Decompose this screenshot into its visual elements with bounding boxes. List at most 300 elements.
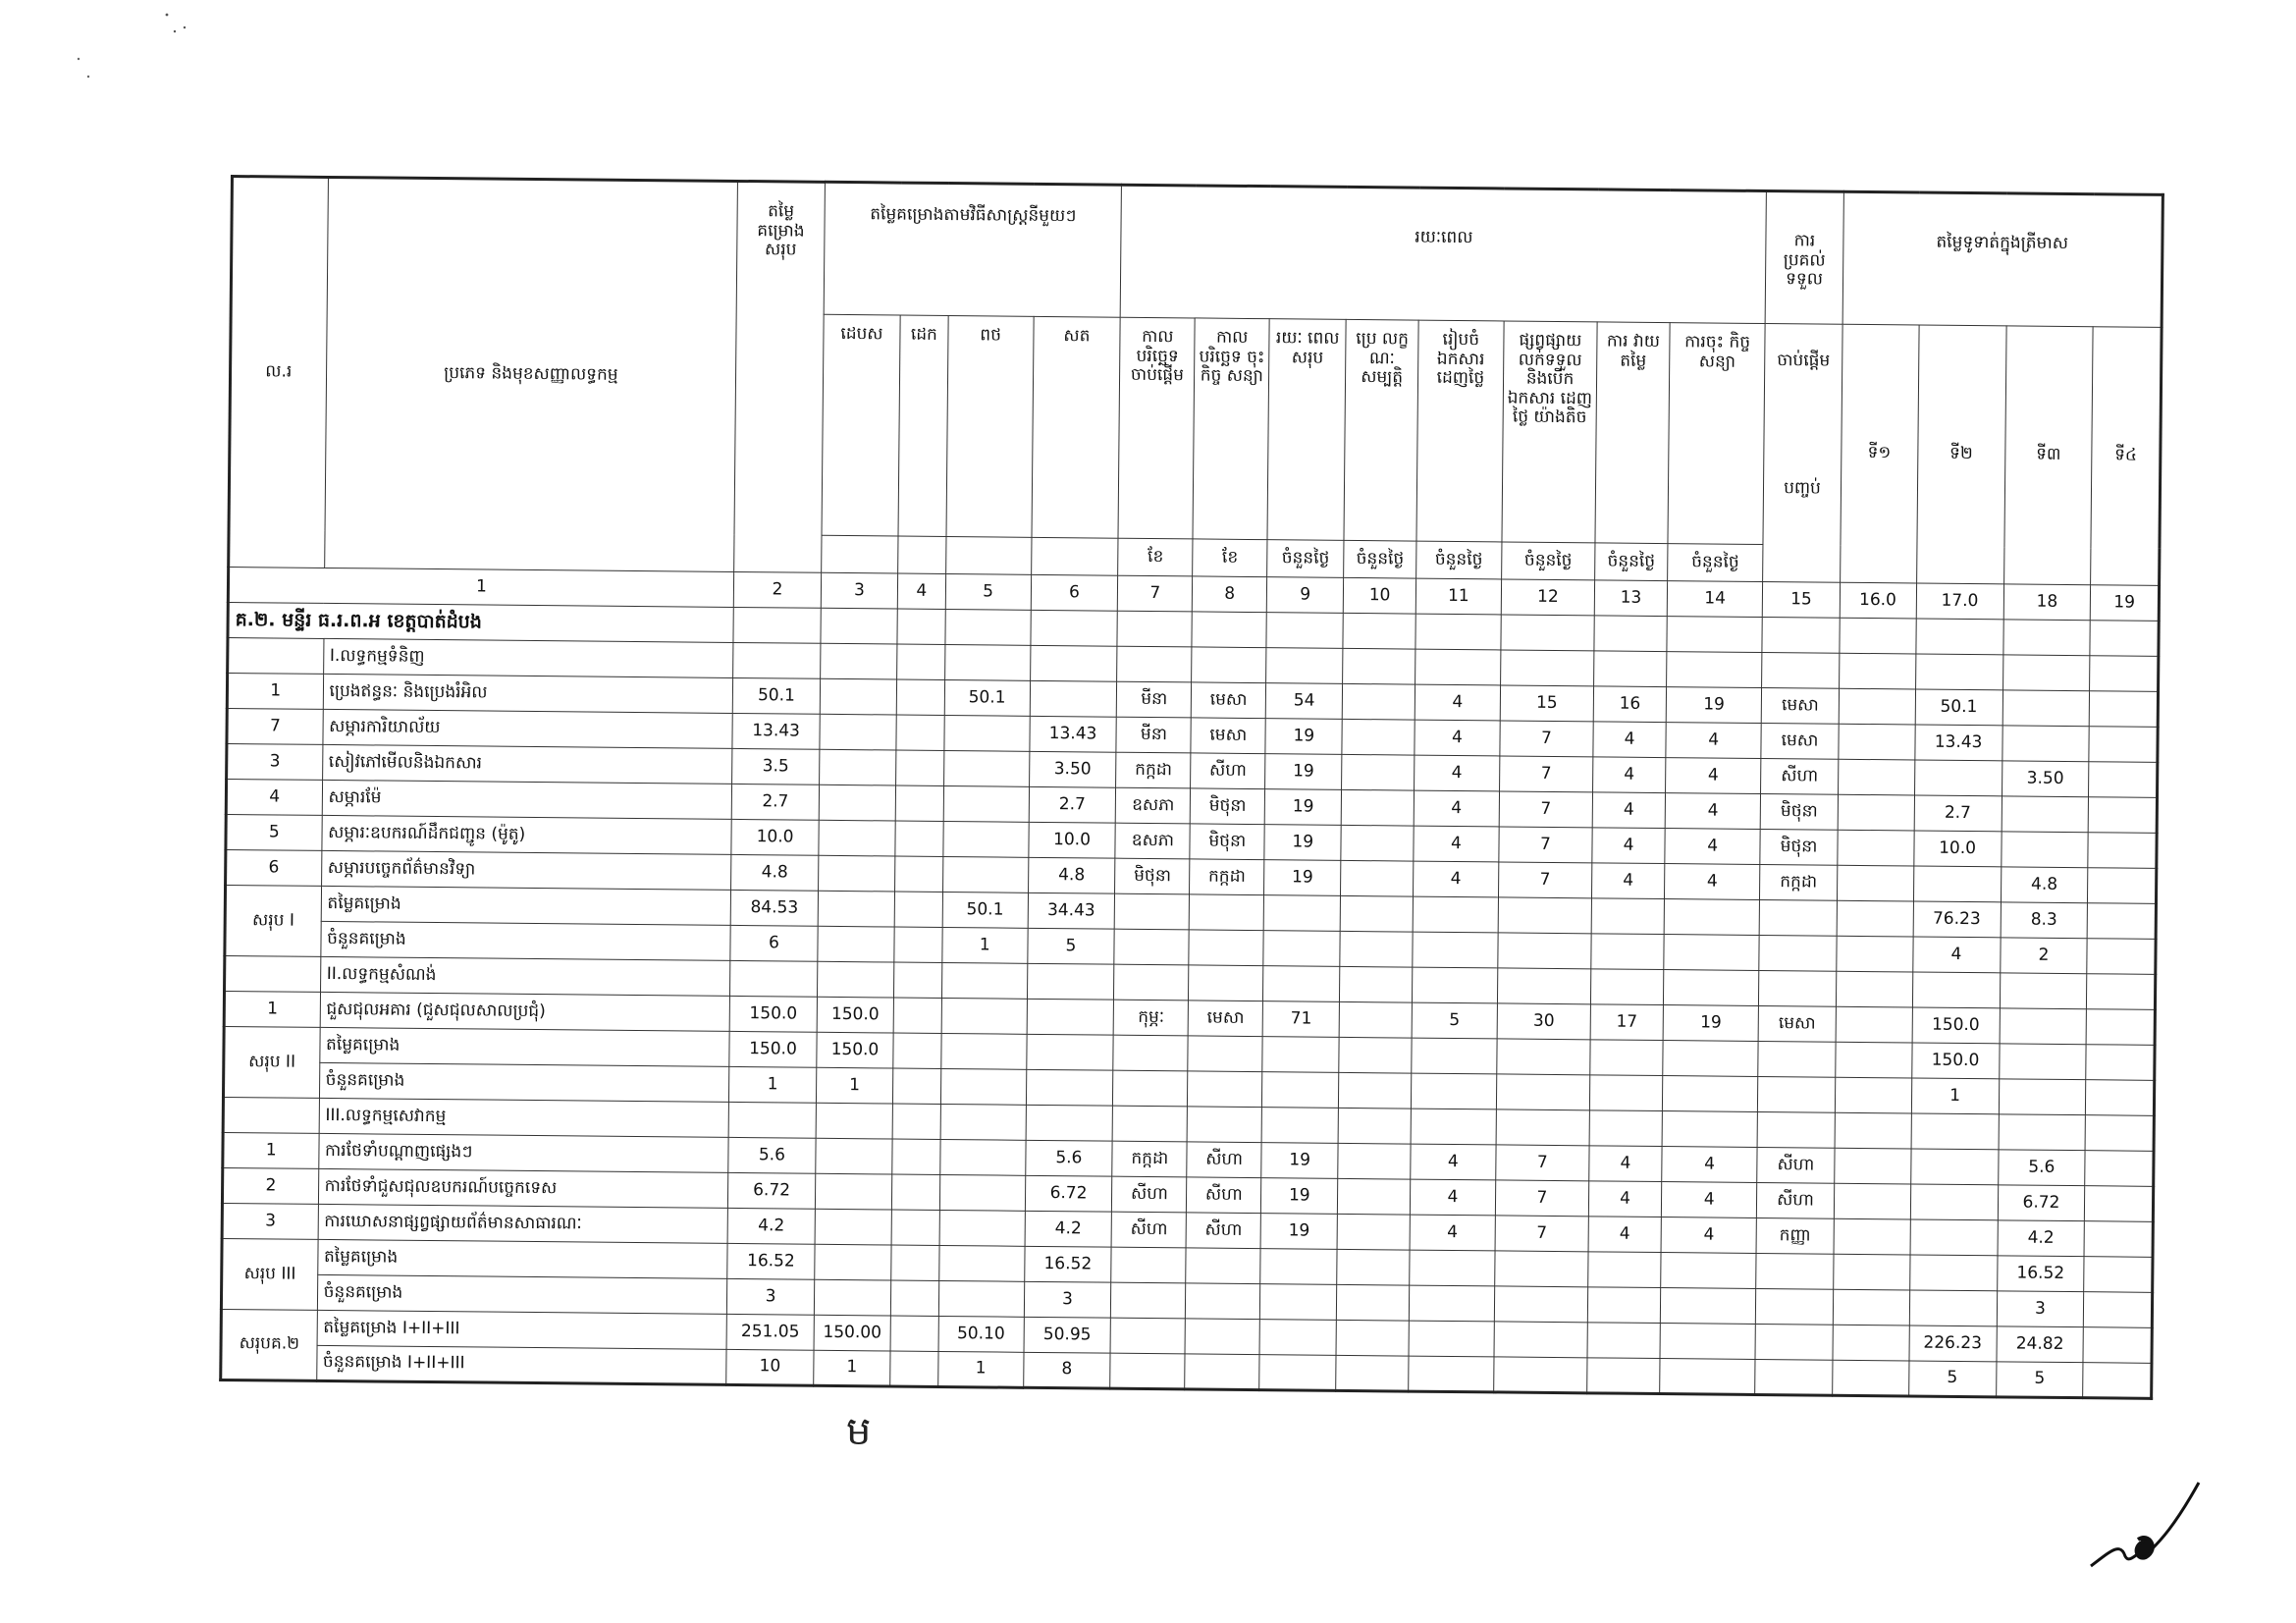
table-cell: 4	[1661, 1182, 1757, 1218]
table-cell: 4	[1666, 723, 1762, 759]
table-cell: កក្កដា	[1112, 1141, 1187, 1177]
table-cell	[820, 714, 896, 750]
subtotal-value: 34.43	[1028, 893, 1115, 929]
table-cell	[895, 856, 943, 892]
table-cell	[1189, 894, 1263, 931]
table-cell: មេសា	[1759, 1005, 1836, 1042]
table-cell	[1413, 896, 1498, 933]
column-number: 8	[1193, 576, 1267, 613]
table-cell: សីហា	[1187, 1142, 1261, 1178]
table-cell: កក្កដា	[1116, 752, 1191, 788]
table-cell	[1660, 1288, 1756, 1325]
subtotal-value	[941, 1033, 1027, 1069]
table-cell: សម្ភារៈឧបករណ៍ដឹកជញ្ជូន (ម៉ូតូ)	[321, 815, 731, 854]
table-cell	[2084, 1221, 2153, 1258]
table-cell: មិថុនា	[1115, 858, 1190, 894]
table-cell	[1500, 650, 1594, 686]
table-cell	[1913, 866, 2001, 902]
table-cell	[1663, 1041, 1759, 1077]
table-cell: 13.43	[732, 713, 820, 749]
table-cell: 13.43	[1914, 725, 2002, 761]
subtotal-value	[893, 1033, 941, 1068]
table-cell: 4	[1415, 720, 1500, 756]
table-cell	[1185, 1319, 1259, 1355]
table-cell: 4.8	[2001, 867, 2088, 903]
table-cell: 19	[1261, 1178, 1338, 1215]
table-cell: ការថែទាំបណ្តាញផ្សេងៗ	[318, 1133, 728, 1172]
column-number: 13	[1594, 580, 1667, 617]
table-cell: 7	[227, 708, 323, 744]
table-cell: 5	[1412, 1002, 1497, 1039]
header-duration: ការចុះ កិច្ចសន្យា	[1668, 323, 1766, 545]
table-cell	[1338, 1108, 1411, 1144]
table-cell	[1662, 1076, 1758, 1112]
table-cell: 4	[1664, 864, 1760, 900]
table-cell: សីហា	[1757, 1147, 1834, 1183]
table-cell: 4	[1415, 684, 1500, 721]
subtotal-count-label: ចំនួនគម្រោង	[317, 1274, 727, 1314]
table-cell	[1026, 1105, 1113, 1141]
table-cell: ការថែទាំជួសជុលឧបករណ៍បច្ចេកទេស	[318, 1168, 728, 1208]
table-cell	[1111, 1282, 1186, 1319]
table-cell	[1910, 1149, 1998, 1185]
quarter-count	[1909, 1290, 1997, 1326]
table-cell: សម្ភារបច្ចេកព័ត៌មានវិទ្យា	[321, 850, 731, 890]
quarter-count: 5	[1908, 1361, 1996, 1397]
services-rows	[222, 1097, 2154, 1257]
table-cell	[1755, 1359, 1832, 1395]
table-cell	[1260, 1284, 1337, 1321]
table-cell	[1113, 1106, 1188, 1142]
table-cell	[1915, 654, 2002, 690]
quarter-value: 226.23	[1909, 1325, 1997, 1362]
header-receive-start: ចាប់ផ្តើម	[1777, 351, 1831, 371]
table-cell: 4	[1593, 722, 1666, 758]
table-cell	[1336, 1355, 1409, 1391]
table-cell	[1113, 1070, 1188, 1107]
table-cell: 2.7	[1029, 786, 1116, 823]
table-cell: 7	[1499, 827, 1593, 863]
table-cell	[1755, 1324, 1832, 1360]
table-cell	[2090, 691, 2159, 728]
table-cell	[1759, 970, 1836, 1006]
table-cell: 4	[1665, 758, 1761, 794]
column-number: 15	[1763, 582, 1840, 619]
table-cell: 6.72	[1025, 1175, 1112, 1212]
table-cell	[1339, 1072, 1412, 1109]
quarter-value	[2088, 903, 2157, 940]
quarter-value	[2086, 1045, 2155, 1081]
table-cell	[816, 1103, 892, 1139]
table-cell: 15	[1500, 685, 1594, 722]
table-cell	[1661, 1253, 1757, 1289]
table-cell	[1341, 860, 1414, 896]
table-cell	[1591, 898, 1664, 935]
table-cell	[1340, 966, 1413, 1002]
table-cell	[1259, 1320, 1336, 1356]
table-cell	[1110, 1318, 1185, 1354]
table-cell	[1758, 1076, 1835, 1112]
column-number: 3	[821, 572, 897, 609]
header-no: ល.រ	[229, 177, 328, 568]
table-cell	[816, 1138, 892, 1174]
table-cell	[1591, 969, 1664, 1005]
table-cell: ប្រេងឥន្ធនៈ និងប្រេងរំអិល	[323, 674, 733, 713]
subtotal-value-label: តម្លៃគម្រោង I+II+III	[317, 1310, 727, 1349]
header-source-group: តម្លៃគម្រោងតាមវិធីសាស្រ្តនីមួយៗ	[824, 182, 1122, 317]
table-cell	[1498, 897, 1592, 934]
table-cell	[1262, 1037, 1339, 1073]
table-cell	[1415, 649, 1501, 685]
table-cell	[815, 1209, 891, 1245]
table-cell	[1342, 754, 1415, 790]
table-cell	[2002, 690, 2090, 727]
table-cell	[1834, 1183, 1910, 1219]
table-cell: មេសា	[1762, 687, 1839, 724]
subtotal-value	[939, 1245, 1025, 1281]
subtotal-count: 1	[942, 927, 1028, 963]
table-cell	[1027, 999, 1114, 1035]
table-cell: 150.0	[729, 996, 817, 1032]
table-cell: ឧសភា	[1115, 823, 1190, 859]
table-cell	[1341, 789, 1414, 826]
table-cell	[1413, 932, 1498, 968]
column-number: 10	[1344, 577, 1416, 614]
subtotal-count	[940, 1068, 1026, 1105]
subtotal-count	[1026, 1069, 1113, 1106]
unit-label: ចំនួនថ្ងៃ	[1668, 544, 1764, 582]
table-cell	[818, 855, 894, 892]
quarter-count	[1832, 1360, 1908, 1396]
signature-mark	[2081, 1473, 2218, 1581]
table-cell	[1496, 1074, 1590, 1110]
table-cell: 4.2	[727, 1208, 815, 1244]
table-cell: 1	[224, 991, 320, 1027]
subtotal-value: 50.10	[938, 1316, 1024, 1352]
table-cell	[944, 645, 1030, 681]
table-cell: 54	[1265, 683, 1342, 720]
column-number: 4	[897, 573, 945, 609]
table-cell: 10.0	[731, 819, 819, 855]
table-cell	[1338, 1143, 1411, 1179]
table-cell	[1188, 1071, 1262, 1108]
table-cell	[1110, 1353, 1185, 1389]
table-cell	[1912, 972, 2000, 1008]
table-cell	[2088, 833, 2157, 869]
subtotal-value	[1026, 1034, 1113, 1070]
quarter-count	[1999, 1079, 2086, 1115]
table-cell: 7	[1495, 1216, 1589, 1252]
header-duration: រៀបចំ ឯកសារ ដេញថ្លៃ	[1416, 320, 1504, 542]
table-cell	[2002, 726, 2089, 762]
table-cell	[1186, 1283, 1260, 1320]
table-cell	[1111, 1247, 1186, 1283]
table-cell	[1664, 899, 1760, 936]
column-number: 17.0	[1916, 583, 2003, 620]
table-cell	[896, 715, 944, 750]
table-cell	[1494, 1286, 1588, 1323]
table-cell	[1838, 794, 1914, 831]
column-number: 19	[2091, 585, 2160, 622]
goods-rows	[226, 637, 2159, 903]
table-cell	[1498, 933, 1592, 969]
table-cell: មេសា	[1761, 723, 1838, 759]
unit-label: ចំនួនថ្ងៃ	[1595, 543, 1668, 581]
table-cell	[1266, 648, 1343, 684]
table-cell: ការឃោសនាផ្សព្វផ្សាយព័ត៌មានសាធារណៈ	[318, 1204, 728, 1243]
table-cell	[228, 637, 324, 674]
column-number: 9	[1266, 577, 1343, 614]
table-cell	[1836, 1006, 1912, 1043]
table-cell: 7	[1499, 791, 1593, 828]
table-cell: សីហា	[1761, 758, 1838, 794]
table-cell	[1337, 1249, 1410, 1285]
table-cell	[821, 643, 897, 679]
column-number: 14	[1667, 581, 1763, 618]
header-total-estimate: តម្លៃ គម្រោង សរុប	[734, 181, 826, 572]
column-number: 1	[228, 567, 733, 607]
table-cell: 7	[1498, 862, 1592, 898]
table-cell: សីហា	[1112, 1176, 1187, 1213]
header-duration-group: រយៈពេល	[1121, 185, 1767, 323]
column-number: 12	[1501, 579, 1595, 616]
table-cell	[1030, 680, 1117, 717]
table-cell	[820, 749, 896, 785]
table-cell	[1409, 1321, 1494, 1357]
table-cell	[2002, 796, 2089, 833]
table-cell: 4	[1592, 828, 1665, 864]
table-cell	[892, 1104, 940, 1139]
table-cell	[891, 1174, 939, 1210]
table-cell	[1339, 1037, 1412, 1073]
header-duration: រយៈ ពេល សរុប	[1267, 319, 1346, 541]
header-receive-group: ការ ប្រគល់ ទទួល	[1766, 191, 1843, 325]
column-number: 18	[2003, 584, 2091, 621]
table-cell: 3.5	[732, 748, 820, 784]
table-cell	[815, 1173, 891, 1210]
header-source: ពថ	[946, 316, 1034, 538]
column-number: 7	[1118, 575, 1193, 612]
quarter-count	[1836, 936, 1912, 972]
table-cell	[2085, 1115, 2154, 1152]
table-cell	[1412, 1038, 1497, 1074]
table-cell: សម្ភារការិយាល័យ	[323, 709, 733, 748]
quarter-value: 150.0	[1911, 1043, 1999, 1079]
table-cell	[2089, 762, 2158, 798]
table-cell	[891, 1210, 939, 1245]
subtotal-value: 16.52	[727, 1243, 815, 1279]
table-cell: 2	[222, 1167, 318, 1204]
table-cell: 19	[1261, 1143, 1338, 1179]
header-quarter: ទី៤	[2091, 327, 2162, 586]
table-cell	[943, 821, 1029, 857]
subtotal-count	[890, 1351, 938, 1386]
subtotal-count: 6	[730, 925, 818, 961]
table-cell	[1027, 963, 1114, 1000]
table-cell	[1837, 865, 1913, 901]
table-cell: 3.50	[2002, 761, 2089, 797]
category-title: II.លទ្ធកម្មសំណង់	[320, 956, 730, 996]
table-cell	[1340, 895, 1413, 932]
table-cell	[1664, 935, 1760, 971]
quarter-count: 5	[1996, 1362, 2083, 1398]
table-cell: 5.6	[1025, 1140, 1112, 1176]
table-cell: 7	[1499, 756, 1593, 792]
table-cell: 4	[1661, 1217, 1757, 1254]
table-cell	[1411, 1073, 1496, 1109]
table-cell	[2087, 1009, 2156, 1046]
header-duration: កាល បរិច្ឆេទ ចុះកិច្ច សន្យា	[1193, 318, 1269, 540]
quarter-value	[1833, 1254, 1909, 1290]
table-cell	[1758, 1111, 1835, 1148]
subtotal-count: 1	[814, 1350, 890, 1386]
header-source: ដេក	[898, 315, 948, 536]
table-cell	[1494, 1251, 1588, 1287]
table-cell	[1587, 1323, 1660, 1359]
table-cell: 2.7	[1914, 795, 2002, 832]
table-cell	[1762, 653, 1839, 689]
table-cell: មីនា	[1117, 681, 1192, 718]
table-cell	[1339, 1001, 1412, 1038]
header-quarter: ទី៣	[2003, 326, 2093, 585]
table-cell: 30	[1497, 1003, 1591, 1040]
scan-specks	[59, 0, 255, 98]
unit-label: ខែ	[1193, 539, 1267, 577]
table-cell	[1663, 970, 1759, 1006]
table-cell: 10.0	[1913, 831, 2001, 867]
table-cell	[1914, 760, 2002, 796]
table-cell	[730, 960, 818, 997]
table-cell	[1910, 1184, 1998, 1220]
table-cell	[1113, 1035, 1188, 1071]
quarter-value: 8.3	[2001, 902, 2088, 939]
table-cell	[728, 1102, 816, 1138]
table-cell	[1497, 1039, 1591, 1075]
table-cell	[1760, 899, 1837, 936]
table-cell	[942, 856, 1028, 893]
table-cell	[2001, 832, 2088, 868]
table-cell	[1756, 1253, 1833, 1289]
table-cell: 4	[1414, 861, 1499, 897]
table-cell	[1587, 1358, 1660, 1394]
quarter-value	[1909, 1255, 1997, 1291]
table-cell: 4	[1665, 829, 1761, 865]
table-cell	[1337, 1214, 1410, 1250]
quarter-value	[1999, 1044, 2086, 1080]
quarter-count: 1	[1911, 1078, 1999, 1114]
table-cell: 19	[1260, 1214, 1337, 1250]
header-duration: កាល បរិច្ឆេទ ចាប់ផ្តើម	[1118, 317, 1195, 539]
table-cell	[1588, 1287, 1661, 1324]
quarter-value	[2083, 1327, 2152, 1364]
table-cell: 50.1	[944, 680, 1030, 717]
table-cell	[1262, 1072, 1339, 1109]
table-cell	[1115, 893, 1190, 930]
table-cell	[819, 820, 895, 856]
table-cell	[1758, 1041, 1835, 1077]
unit-label: ចំនួនថ្ងៃ	[1501, 542, 1595, 580]
subtotal-value: 16.52	[1024, 1246, 1111, 1282]
table-cell: 17	[1590, 1004, 1663, 1041]
quarter-value	[1837, 900, 1913, 937]
unit-label: ខែ	[1118, 538, 1193, 576]
table-cell	[1588, 1252, 1661, 1288]
table-cell	[1412, 967, 1497, 1003]
table-cell	[895, 821, 943, 856]
table-cell: 4	[1592, 792, 1665, 829]
table-cell	[943, 786, 1029, 823]
subtotal-value	[890, 1316, 938, 1351]
subtotal-count: 8	[1023, 1352, 1110, 1388]
header-duration: ការ វាយ តម្លៃ	[1595, 322, 1670, 544]
header-duration: ប្រេ លក្ខ ណៈ សម្បត្តិ	[1344, 319, 1418, 541]
table-cell	[1343, 648, 1415, 684]
table-cell: ឧសភា	[1116, 787, 1191, 824]
table-cell: ជួសជុលអគារ (ជួសជុលសាលប្រជុំ)	[320, 992, 730, 1031]
quarter-count	[1835, 1077, 1911, 1113]
quarter-value	[1835, 1042, 1911, 1078]
table-cell	[1263, 966, 1340, 1002]
subtotal-value: 150.0	[729, 1031, 817, 1067]
table-cell: 150.0	[817, 997, 893, 1033]
table-cell	[1493, 1357, 1587, 1393]
subtotal-value-label: តម្លៃគម្រោង	[317, 1239, 727, 1278]
quarter-count: 2	[2000, 938, 2087, 974]
table-cell	[1410, 1250, 1495, 1286]
table-cell: 13.43	[1029, 716, 1116, 752]
quarter-count	[2087, 939, 2156, 975]
quarter-count	[2084, 1292, 2153, 1328]
table-cell: 4	[1589, 1146, 1662, 1182]
table-cell: សីហា	[1187, 1177, 1261, 1214]
table-cell: 19	[1663, 1005, 1759, 1042]
table-cell: មេសា	[1192, 682, 1266, 719]
subtotal-count	[894, 927, 942, 962]
table-cell: 19	[1264, 789, 1341, 826]
table-cell	[1030, 645, 1117, 681]
table-cell: 19	[1264, 860, 1341, 896]
table-cell	[1188, 1036, 1262, 1072]
table-cell: 7	[1495, 1180, 1589, 1217]
header-receive-end: បញ្ចប់	[1784, 478, 1822, 499]
table-cell	[1910, 1219, 1998, 1256]
table-cell	[1114, 929, 1189, 965]
table-cell: 19	[1265, 719, 1342, 755]
table-cell	[895, 785, 943, 821]
subtotal-count: 1	[729, 1066, 817, 1103]
table-cell: 4	[1415, 755, 1500, 791]
quarter-value	[2084, 1257, 2153, 1293]
table-cell	[939, 1174, 1025, 1211]
subtotal-value-label: តម្លៃគម្រោង	[321, 886, 731, 925]
subtotal-count-label: ចំនួនគម្រោង I+II+III	[316, 1345, 726, 1384]
table-cell	[820, 678, 896, 715]
table-cell: មិថុនា	[1191, 788, 1265, 825]
table-cell: 5	[226, 814, 322, 850]
subtotal-label: សរុប III	[221, 1238, 317, 1310]
subtotal-value: 50.1	[942, 892, 1028, 928]
subtotal-count: 1	[816, 1067, 892, 1104]
subtotal-value-label: តម្លៃគម្រោង	[319, 1027, 729, 1066]
subtotal-value: 251.05	[726, 1314, 814, 1350]
subtotal-count: 3	[726, 1278, 814, 1315]
table-cell: 2.7	[731, 784, 819, 820]
table-cell: 4	[1414, 790, 1499, 827]
table-cell: 4.2	[1998, 1220, 2085, 1257]
table-cell: 7	[1500, 721, 1594, 757]
table-cell: 6.72	[1998, 1185, 2085, 1221]
subtotal-label: សរុបគ.២	[221, 1309, 317, 1380]
